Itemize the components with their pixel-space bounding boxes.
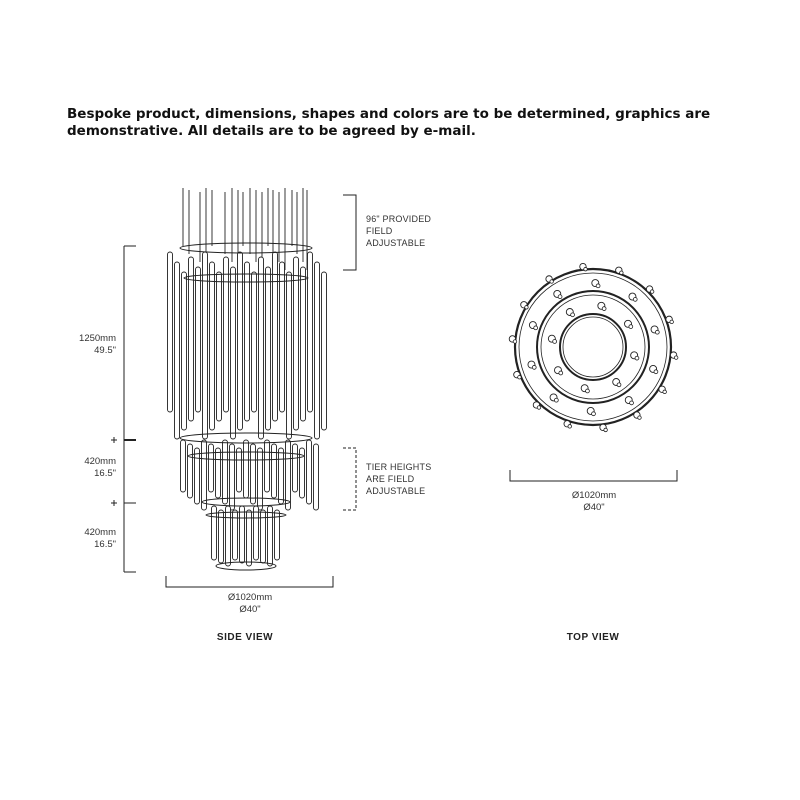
glass-rod [308, 252, 313, 412]
glass-rod [209, 444, 214, 492]
glass-rod [231, 267, 236, 439]
side-diameter-dimension-line [166, 576, 333, 587]
bulb [602, 307, 606, 311]
bulb [654, 370, 658, 374]
glass-rod [240, 506, 245, 563]
glass-rod [259, 257, 264, 439]
top-diameter-mm-label: Ø1020mm [571, 490, 617, 501]
top-view-drawing [509, 263, 678, 431]
glass-rod [210, 262, 215, 430]
glass-rod [273, 252, 278, 421]
bulb [559, 371, 563, 375]
glass-rod [294, 257, 299, 430]
glass-rod [230, 444, 235, 510]
bulb [571, 313, 575, 317]
glass-rod [254, 506, 259, 560]
height-bottom-in-label: 16.5" [94, 539, 116, 550]
glass-rod [203, 252, 208, 439]
glass-rod [196, 267, 201, 412]
tier-note-line-1: TIER HEIGHTS [366, 462, 432, 472]
bulb [629, 325, 633, 329]
top-diameter-in-label: Ø40" [583, 502, 605, 513]
bulb [592, 412, 596, 416]
glass-rod [301, 267, 306, 421]
glass-rod [322, 272, 327, 430]
bulb [525, 306, 529, 310]
bulb [550, 280, 554, 284]
bulb [534, 326, 538, 330]
glass-rod [189, 257, 194, 421]
tier-note-line-2: ARE FIELD [366, 474, 415, 484]
suspension-cables [183, 188, 307, 270]
glass-rod [245, 262, 250, 421]
glass-rod [224, 257, 229, 412]
bulb [596, 284, 600, 288]
bulb [674, 356, 678, 360]
glass-rod [266, 267, 271, 430]
glass-rod [286, 440, 291, 510]
bulb [617, 383, 621, 387]
height-bottom-mm-label: 420mm [84, 527, 116, 538]
cable-note-line-3: ADJUSTABLE [366, 238, 426, 248]
glass-rod [314, 444, 319, 510]
cable-note-line-1: 96" PROVIDED [366, 214, 432, 224]
height-dimension-line [111, 246, 136, 572]
glass-rod [280, 262, 285, 412]
glass-rod [168, 252, 173, 412]
glass-rod [265, 440, 270, 492]
bulb [513, 340, 517, 344]
glass-rod [216, 448, 221, 498]
bulb [630, 401, 634, 405]
glass-rod [202, 440, 207, 510]
glass-rod [195, 448, 200, 504]
glass-rod [217, 272, 222, 421]
height-mid-in-label: 16.5" [94, 468, 116, 479]
bulb [537, 406, 541, 410]
glass-rod [315, 262, 320, 439]
glass-rod [175, 262, 180, 439]
disclaimer-line-1: Bespoke product, dimensions, shapes and colors are to be determined, graphics are [67, 106, 711, 122]
cable-note-bracket [343, 195, 356, 270]
bulb [663, 390, 667, 394]
tier-2-rods [181, 440, 319, 510]
glass-rod [287, 272, 292, 439]
bulb [635, 356, 639, 360]
side-diameter-mm-label: Ø1020mm [227, 592, 273, 603]
glass-rod [212, 506, 217, 560]
glass-rod [279, 448, 284, 504]
bulb [554, 398, 558, 402]
glass-rod [258, 448, 263, 510]
bulb [650, 290, 654, 294]
glass-rod [293, 444, 298, 492]
outer-ring-bulbs [509, 263, 678, 431]
glass-rod [182, 272, 187, 430]
glass-rod [307, 440, 312, 504]
glass-rod [188, 444, 193, 498]
glass-rod [181, 440, 186, 492]
side-view-drawing [168, 188, 327, 570]
glass-rod [244, 440, 249, 498]
bulb [558, 295, 562, 299]
bulb [518, 375, 522, 379]
height-top-mm-label: 1250mm [79, 333, 116, 344]
disclaimer-line-2: demonstrative. All details are to be agreed by e-mail. [67, 123, 476, 139]
bulb [532, 365, 536, 369]
bulb [633, 297, 637, 301]
top-diameter-dimension-line [510, 470, 677, 481]
cable-note-line-2: FIELD [366, 226, 393, 236]
bulb [604, 428, 608, 432]
bulb [620, 271, 624, 275]
tier-note-line-3: ADJUSTABLE [366, 486, 426, 496]
bulb [568, 425, 572, 429]
side-view-caption: SIDE VIEW [216, 632, 274, 643]
bulb [586, 389, 590, 393]
bulb [670, 320, 674, 324]
glass-rod [268, 506, 273, 566]
bulb [655, 330, 659, 334]
top-view-caption: TOP VIEW [566, 632, 620, 643]
tier-note-bracket [343, 448, 356, 510]
bulb [553, 340, 557, 344]
tier-3-rods [212, 506, 280, 566]
glass-rod [251, 444, 256, 504]
glass-rod [237, 448, 242, 492]
height-top-in-label: 49.5" [94, 345, 116, 356]
side-diameter-in-label: Ø40" [239, 604, 261, 615]
glass-rod [252, 272, 257, 412]
bulb [638, 416, 642, 420]
bulb [584, 267, 588, 271]
height-mid-mm-label: 420mm [84, 456, 116, 467]
glass-rod [238, 252, 243, 430]
glass-rod [226, 506, 231, 566]
middle-ring-bulbs [528, 280, 659, 416]
glass-rod [223, 440, 228, 504]
